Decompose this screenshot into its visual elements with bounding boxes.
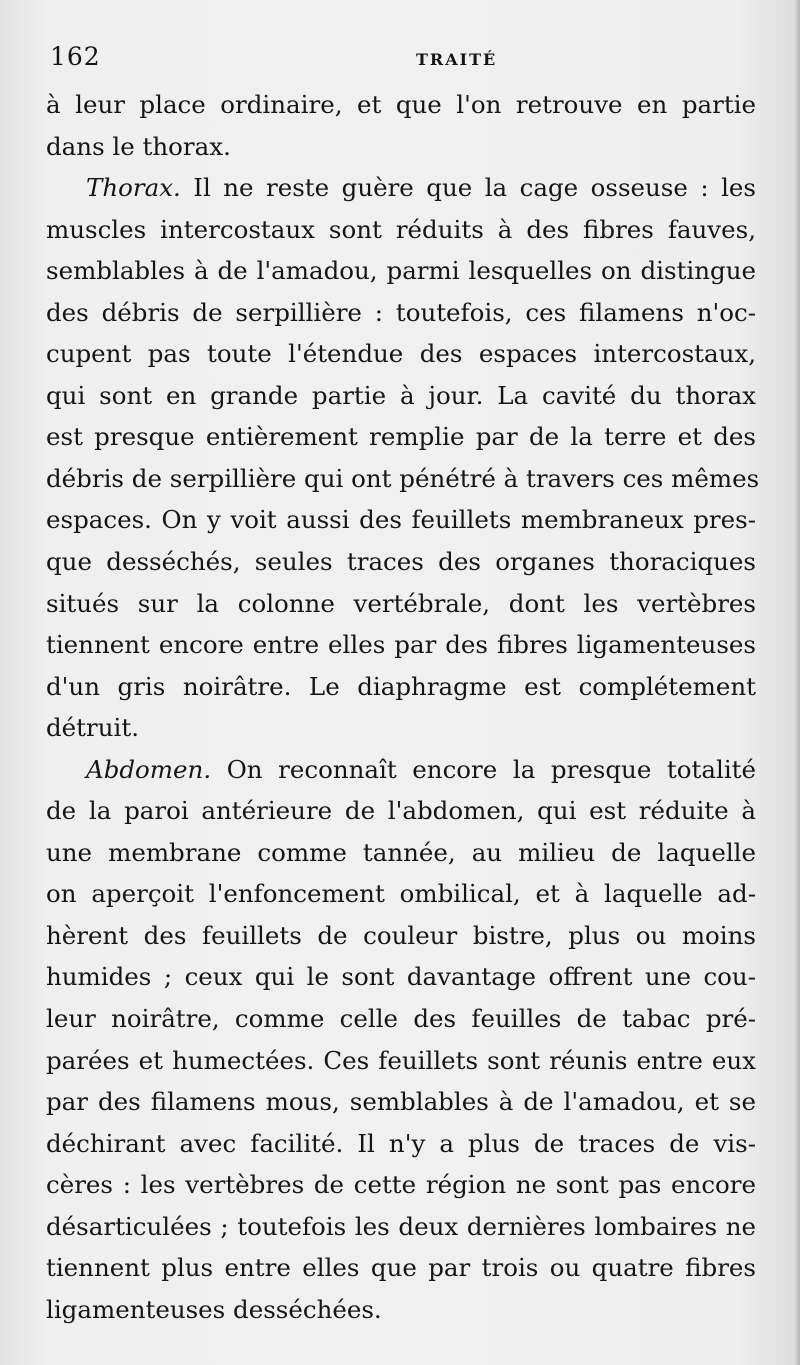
- line-text: on aperçoit l'enfoncement ombilical, et à laquelle ad-: [46, 879, 756, 909]
- line-text: humides ; ceux qui le sont davantage offrent une cou-: [46, 962, 756, 992]
- text-line: [46, 499, 756, 541]
- text-line: [46, 624, 756, 666]
- line-text: tiennent plus entre elles que par trois ou quatre fibres: [46, 1253, 756, 1283]
- line-text: à leur place ordinaire, et que l'on retrouve en partie: [46, 90, 756, 119]
- text-line: [46, 1081, 756, 1123]
- text-line: [46, 915, 756, 957]
- line-text: parées et humectées. Ces feuillets sont réunis entre eux: [46, 1045, 756, 1075]
- text-line: [46, 209, 756, 251]
- line-text: ligamenteuses desséchées.: [46, 1294, 382, 1324]
- line-text: dans le thorax.: [46, 131, 231, 161]
- text-line: [46, 126, 756, 168]
- text-line: [46, 1040, 756, 1082]
- line-text: semblables à de l'amadou, parmi lesquelles on distingue: [46, 256, 756, 286]
- line-text: de la paroi antérieure de l'abdomen, qui est réduite à: [46, 796, 756, 826]
- line-text: d'un gris noirâtre. Le diaphragme est complétement: [46, 671, 756, 701]
- line-text: espaces. On y voit aussi des feuillets membraneux pres-: [46, 505, 756, 535]
- text-line: [46, 832, 756, 874]
- text-line: [46, 167, 756, 209]
- line-text: On reconnaît encore la presque totalité: [211, 754, 756, 784]
- text-line: [46, 375, 756, 417]
- body-text: [46, 84, 760, 1330]
- text-line: [46, 583, 756, 625]
- text-line: [46, 541, 756, 583]
- text-line: [46, 292, 756, 334]
- line-text: que desséchés, seules traces des organes thoraciques: [46, 547, 756, 577]
- page-number: 162: [50, 42, 101, 71]
- line-text: une membrane comme tannée, au milieu de laquelle: [46, 837, 756, 867]
- line-text: cères : les vertèbres de cette région ne sont pas encore: [46, 1170, 756, 1200]
- text-line: [46, 84, 756, 126]
- text-line: [46, 749, 756, 791]
- line-text: hèrent des feuillets de couleur bistre, plus ou moins: [46, 920, 756, 950]
- text-line: [46, 1247, 756, 1289]
- section-heading: Thorax.: [86, 173, 181, 203]
- line-text: muscles intercostaux sont réduits à des fibres fauves,: [46, 214, 756, 244]
- line-text: détruit.: [46, 713, 139, 743]
- line-text: déchirant avec facilité. Il n'y a plus de traces de vis-: [46, 1128, 756, 1158]
- text-line: [46, 790, 756, 832]
- text-line: [46, 416, 756, 458]
- text-line: [46, 998, 756, 1040]
- text-line: [46, 666, 756, 708]
- section-heading: Abdomen.: [86, 754, 212, 784]
- text-line: [46, 1289, 756, 1331]
- text-line: [46, 1164, 756, 1206]
- text-line: [46, 333, 756, 375]
- line-text: débris de serpillière qui ont pénétré à travers ces mêmes: [46, 463, 760, 493]
- text-line: [46, 1123, 756, 1165]
- text-line: [46, 956, 756, 998]
- text-line: [46, 458, 760, 500]
- line-text: désarticulées ; toutefois les deux dernières lombaires ne: [46, 1211, 756, 1241]
- text-line: [46, 1206, 756, 1248]
- line-text: des débris de serpillière : toutefois, ces filamens n'oc-: [46, 297, 756, 327]
- running-head: TRAITÉ: [416, 50, 498, 69]
- text-line: [46, 707, 756, 749]
- line-text: est presque entièrement remplie par de la terre et des: [46, 422, 756, 452]
- line-text: situés sur la colonne vertébrale, dont les vertèbres: [46, 588, 756, 618]
- line-text: par des filamens mous, semblables à de l'amadou, et se: [46, 1087, 756, 1117]
- text-line: [46, 250, 756, 292]
- line-text: qui sont en grande partie à jour. La cavité du thorax: [46, 380, 756, 410]
- text-line: [46, 873, 756, 915]
- line-text: leur noirâtre, comme celle des feuilles de tabac pré-: [46, 1004, 756, 1034]
- page-header: [50, 38, 755, 78]
- line-text: Il ne reste guère que la cage osseuse : les: [180, 173, 756, 203]
- line-text: tiennent encore entre elles par des fibres ligamenteuses: [46, 630, 756, 660]
- line-text: cupent pas toute l'étendue des espaces intercostaux,: [46, 339, 756, 369]
